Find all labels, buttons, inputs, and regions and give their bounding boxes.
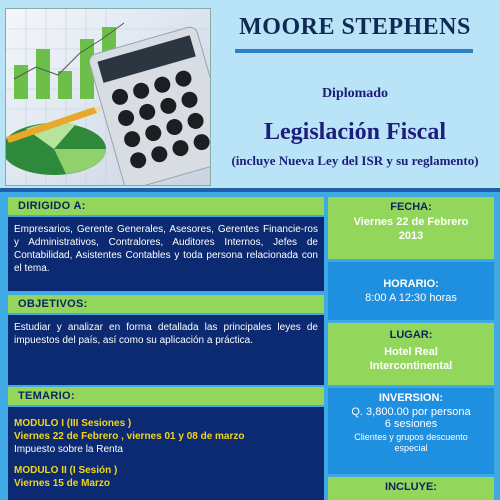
course-subtitle: (incluye Nueva Ley del ISR y su reglamento) — [231, 153, 479, 168]
module-spacer — [14, 456, 318, 464]
course-title: Legislación Fiscal — [264, 119, 446, 145]
header — [0, 0, 500, 188]
horario-label: HORARIO: — [383, 278, 439, 290]
module-1-title: MODULO I (III Sesiones ) — [14, 418, 132, 429]
inversion-price: Q. 3,800.00 por persona — [351, 406, 471, 418]
temario-body — [8, 407, 324, 500]
fecha-box — [328, 197, 494, 259]
header-photo — [5, 8, 211, 186]
fecha-label: FECHA: — [390, 201, 432, 213]
module-1-topic: Impuesto sobre la Renta — [14, 444, 123, 455]
calculator-chart-illustration — [6, 9, 210, 185]
inversion-note: Clientes y grupos descuento especial — [354, 432, 468, 453]
lugar-label: LUGAR: — [389, 329, 433, 341]
dirigido-body: Empresarios, Gerente Generales, Asesores, Gerentes Financie-ros y Administrativos, Contralores, Auditores Internos, Jefes de Contabilidad, Asistentes Contables y toda persona relacionada con el tema. — [8, 217, 324, 291]
inversion-label: INVERSION: — [378, 392, 444, 404]
incluye-box — [328, 477, 494, 500]
brand-name: MOORE STEPHENS — [239, 14, 471, 40]
module-2-dates: Viernes 15 de Marzo — [14, 478, 110, 489]
dirigido-heading: DIRIGIDO A: — [8, 197, 324, 215]
pie-chart-icon — [6, 123, 106, 175]
lugar-value: Hotel Real Intercontinental — [369, 346, 453, 372]
fecha-value: Viernes 22 de Febrero 2013 — [353, 216, 469, 242]
header-divider — [0, 188, 500, 192]
inversion-box — [328, 388, 494, 474]
horario-box — [328, 262, 494, 320]
temario-heading: TEMARIO: — [8, 387, 324, 405]
horario-value: 8:00 A 12:30 horas — [365, 292, 457, 304]
incluye-label: INCLUYE: — [385, 481, 437, 493]
module-1-dates: Viernes 22 de Febrero , viernes 01 y 08 de marzo — [14, 431, 245, 442]
inversion-sessions: 6 sesiones — [384, 418, 438, 430]
objetivos-heading: OBJETIVOS: — [8, 295, 324, 313]
brand-underline — [235, 49, 473, 53]
objetivos-body: Estudiar y analizar en forma detallada las principales leyes de impuestos del país, así como su aplicación a práctica. — [8, 315, 324, 385]
course-type: Diplomado — [321, 86, 389, 101]
module-2-title: MODULO II (I Sesión ) — [14, 465, 118, 476]
lugar-box — [328, 323, 494, 385]
